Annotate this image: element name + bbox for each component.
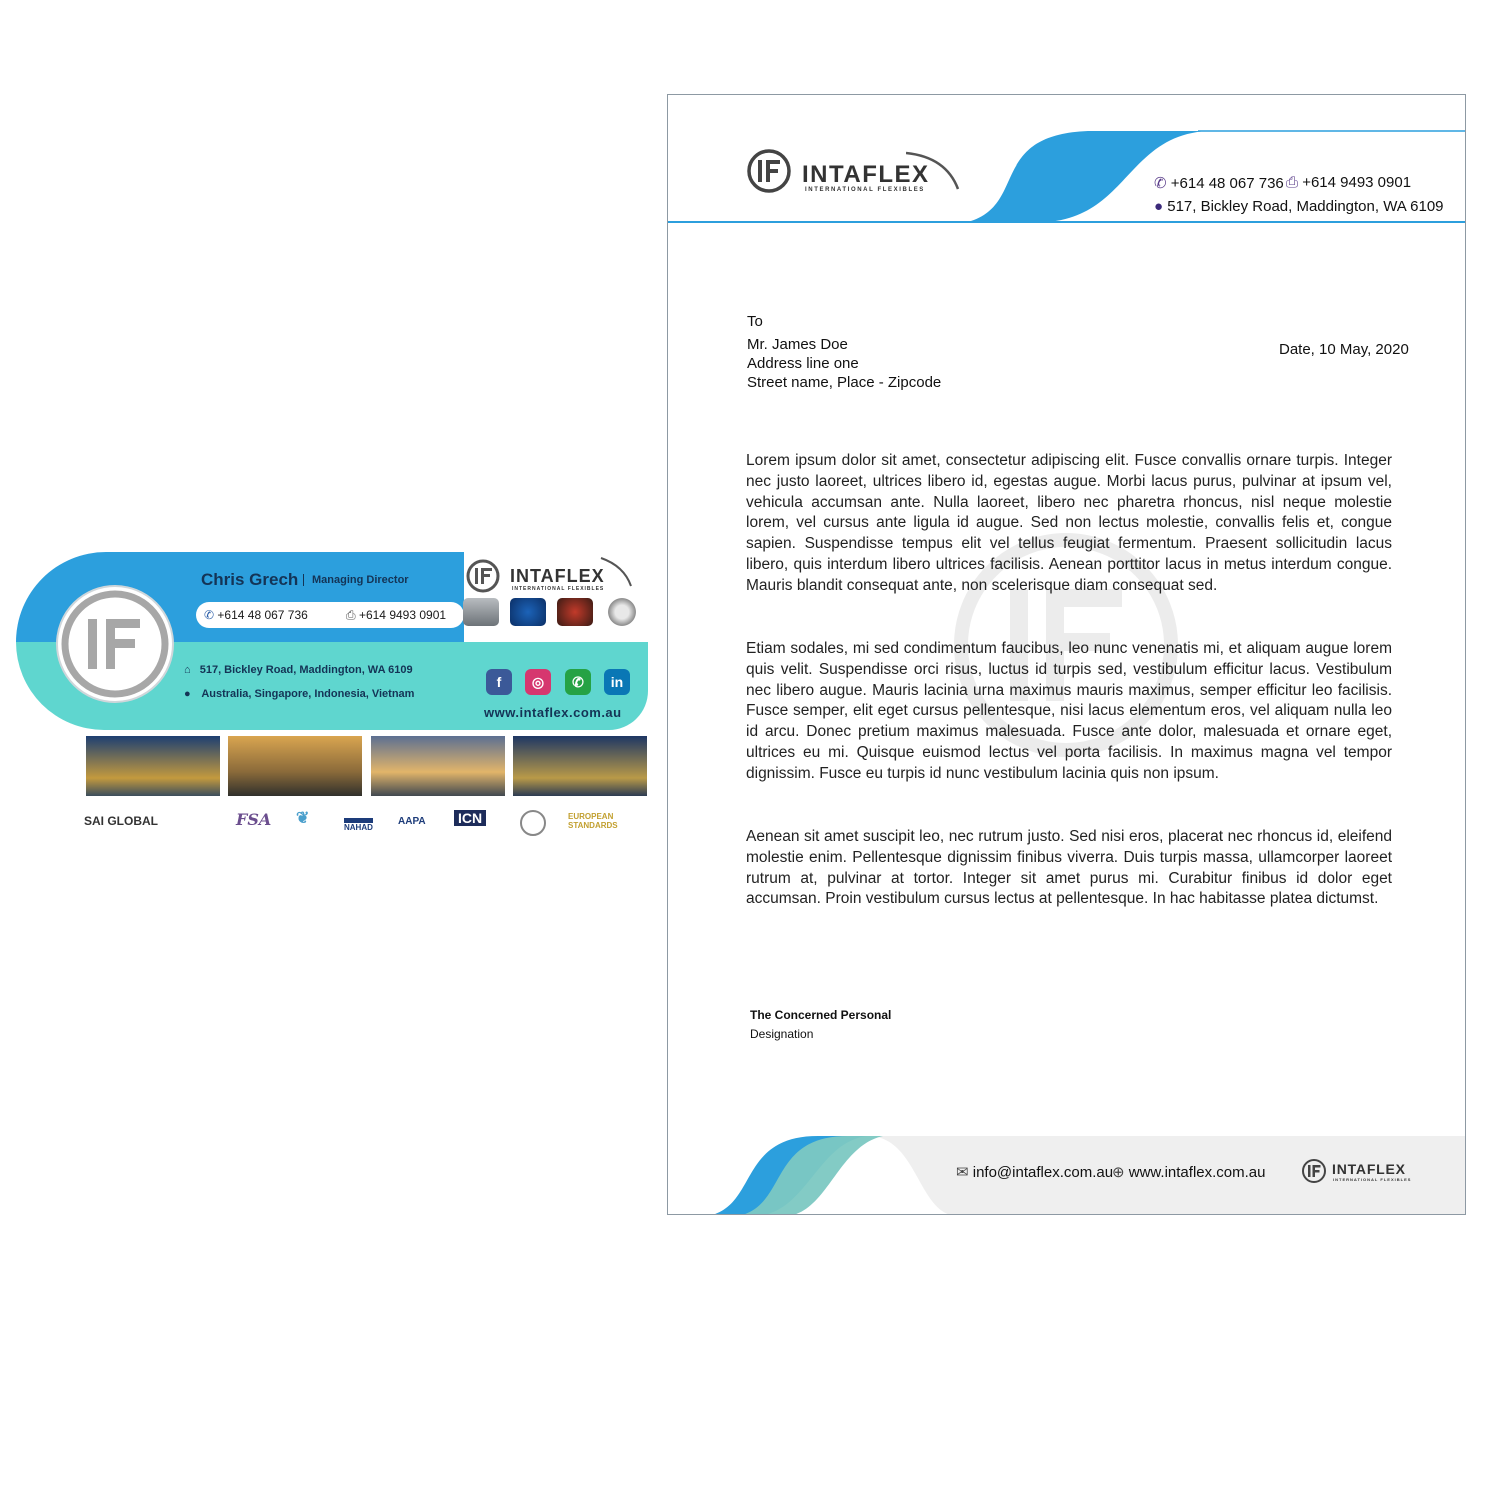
product-image: [510, 598, 546, 626]
whatsapp-icon[interactable]: ✆: [565, 669, 591, 695]
letter-phone[interactable]: ✆ +614 48 067 736: [1154, 175, 1284, 192]
location-pin-icon: ●: [1154, 198, 1164, 215]
letter-paragraph: Aenean sit amet suscipit leo, nec rutrum justo. Sed nisi eros, placerat nec rhoncus id, eleifend molestie enim. Pellentesque dignissim finibus viverra. Duis turpis massa, ullamcorper laoreet rutrum at, pulvinar at tortor. Integer sit amet purus mi. Curabitur finibus id dolor eget accumsan. Proin vestibulum cursus lectus at pellentesque. In hac habitasse platea dictumst.: [746, 828, 1392, 908]
cert-nahad: NAHAD: [344, 818, 373, 832]
footer-website-link[interactable]: ⊕ www.intaflex.com.au: [1112, 1164, 1266, 1181]
letter-fax[interactable]: ⎙ +614 9493 0901: [1286, 174, 1412, 191]
refinery-photo: [228, 736, 362, 796]
signature-brand-tagline: INTERNATIONAL FLEXIBLES: [512, 586, 605, 592]
footer-email-link[interactable]: ✉ info@intaflex.com.au: [956, 1164, 1114, 1181]
signature-logo-circle: [56, 585, 174, 703]
if-logo-icon: [58, 587, 172, 701]
letter-date: Date, 10 May, 2020: [1279, 341, 1409, 358]
refinery-photo: [513, 736, 647, 796]
signatory-designation: Designation: [750, 1027, 814, 1041]
globe-icon: ⊕: [1112, 1164, 1125, 1181]
refinery-photo: [86, 736, 220, 796]
recipient-name: Mr. James Doe: [747, 336, 848, 353]
footer-brand-tagline: INTERNATIONAL FLEXIBLES: [1333, 1177, 1412, 1182]
cert-badge: [520, 810, 546, 836]
to-label: To: [747, 313, 763, 330]
recipient-street-line: Street name, Place - Zipcode: [747, 374, 942, 391]
signature-website-link[interactable]: www.intaflex.com.au: [484, 705, 622, 720]
building-icon: ⌂: [184, 664, 191, 676]
signature-name: Chris Grech: [201, 570, 299, 589]
envelope-icon: ✉: [956, 1164, 969, 1181]
footer-if-logo-icon: [1300, 1157, 1328, 1185]
signature-fax[interactable]: ⎙ +614 9493 0901: [346, 608, 447, 622]
product-image: [604, 598, 640, 626]
signature-address: ⌂ 517, Bickley Road, Maddington, WA 6109: [184, 664, 413, 676]
printer-icon: ⎙: [346, 608, 356, 622]
printer-icon: ⎙: [1286, 174, 1299, 191]
refinery-photo: [371, 736, 505, 796]
cert-sai-global: SAI GLOBAL: [84, 814, 158, 828]
instagram-icon[interactable]: ◎: [525, 669, 551, 695]
phone-icon: ✆: [1154, 175, 1167, 192]
footer-brand-name: INTAFLEX: [1332, 1161, 1406, 1177]
cert-european-standards: EUROPEAN STANDARDS: [568, 812, 618, 830]
signature-locations: ● Australia, Singapore, Indonesia, Vietnam: [184, 688, 415, 700]
letter-if-logo-icon: [746, 147, 796, 197]
signature-phone[interactable]: ✆ +614 48 067 736: [204, 608, 308, 622]
cert-icn: ICN: [454, 810, 486, 826]
signature-role: Managing Director: [303, 574, 409, 586]
logo-swoosh-icon: [906, 147, 966, 197]
product-image: [557, 598, 593, 626]
linkedin-icon[interactable]: in: [604, 669, 630, 695]
letter-brand-tagline: INTERNATIONAL FLEXIBLES: [805, 187, 925, 193]
phone-icon: ✆: [204, 608, 215, 622]
recipient-address-line: Address line one: [747, 355, 859, 372]
cert-fsa: FSA: [236, 810, 272, 829]
signatory-name: The Concerned Personal: [750, 1008, 892, 1022]
facebook-icon[interactable]: f: [486, 669, 512, 695]
letterhead: [667, 94, 1466, 1215]
cert-aapa: AAPA: [398, 816, 426, 827]
location-pin-icon: ●: [184, 688, 191, 700]
cert-leaf-logo: ❦: [296, 810, 310, 827]
letter-address: ● 517, Bickley Road, Maddington, WA 6109: [1154, 198, 1444, 215]
letter-paragraph: Etiam sodales, mi sed condimentum faucibus, leo nunc venenatis mi, et aliquam augue lorem quis velit. Suspendisse orci risus, luctus id turpis sed, vestibulum efficitur lacus. Vestibulum nec libero augue. Mauris lacinia urna maximus mauris maximus, semper efficitur leo facilisis. Fusce semper, elit eget cursus pellentesque, nisi lacus elementum eros, vel aliquam nulla leo id arcu. Donec pretium maximus malesuada. Fusce ante dolor, malesuada et ornare eget, ultrices eu mi. Quisque euismod lectus vel porta facilisis. In maximus magna vel tempor dignissim. Fusce eu turpis id nunc vestibulum lacinia quis non ipsum.: [746, 640, 1392, 782]
email-signature: [16, 552, 650, 852]
signature-brand-name: INTAFLEX: [510, 566, 605, 586]
letter-paragraph: Lorem ipsum dolor sit amet, consectetur adipiscing elit. Fusce convallis ornare turpis. Integer nec justo laoreet, ultrices libero id, egestas augue. Morbi lacus purus, pulvinar at ipsum vel, vehicula accumsan ante. Nulla laoreet, libero nec pharetra rhoncus, nisl neque molestie lorem, vel cursus ante ligula id augue. Sed non lectus molestie, convallis felis et, congue sapien. Suspendisse tempus elit vel tellus feugiat fermentum. Praesent sollicitudin lacus libero, quis interdum libero ultrices facilisis. Aenean porttitor lacus in metus interdum congue. Mauris blandit consequat ante, non scelerisque diam consequat sed.: [746, 452, 1392, 594]
letter-brand-name: INTAFLEX: [802, 161, 930, 188]
product-image: [463, 598, 499, 626]
